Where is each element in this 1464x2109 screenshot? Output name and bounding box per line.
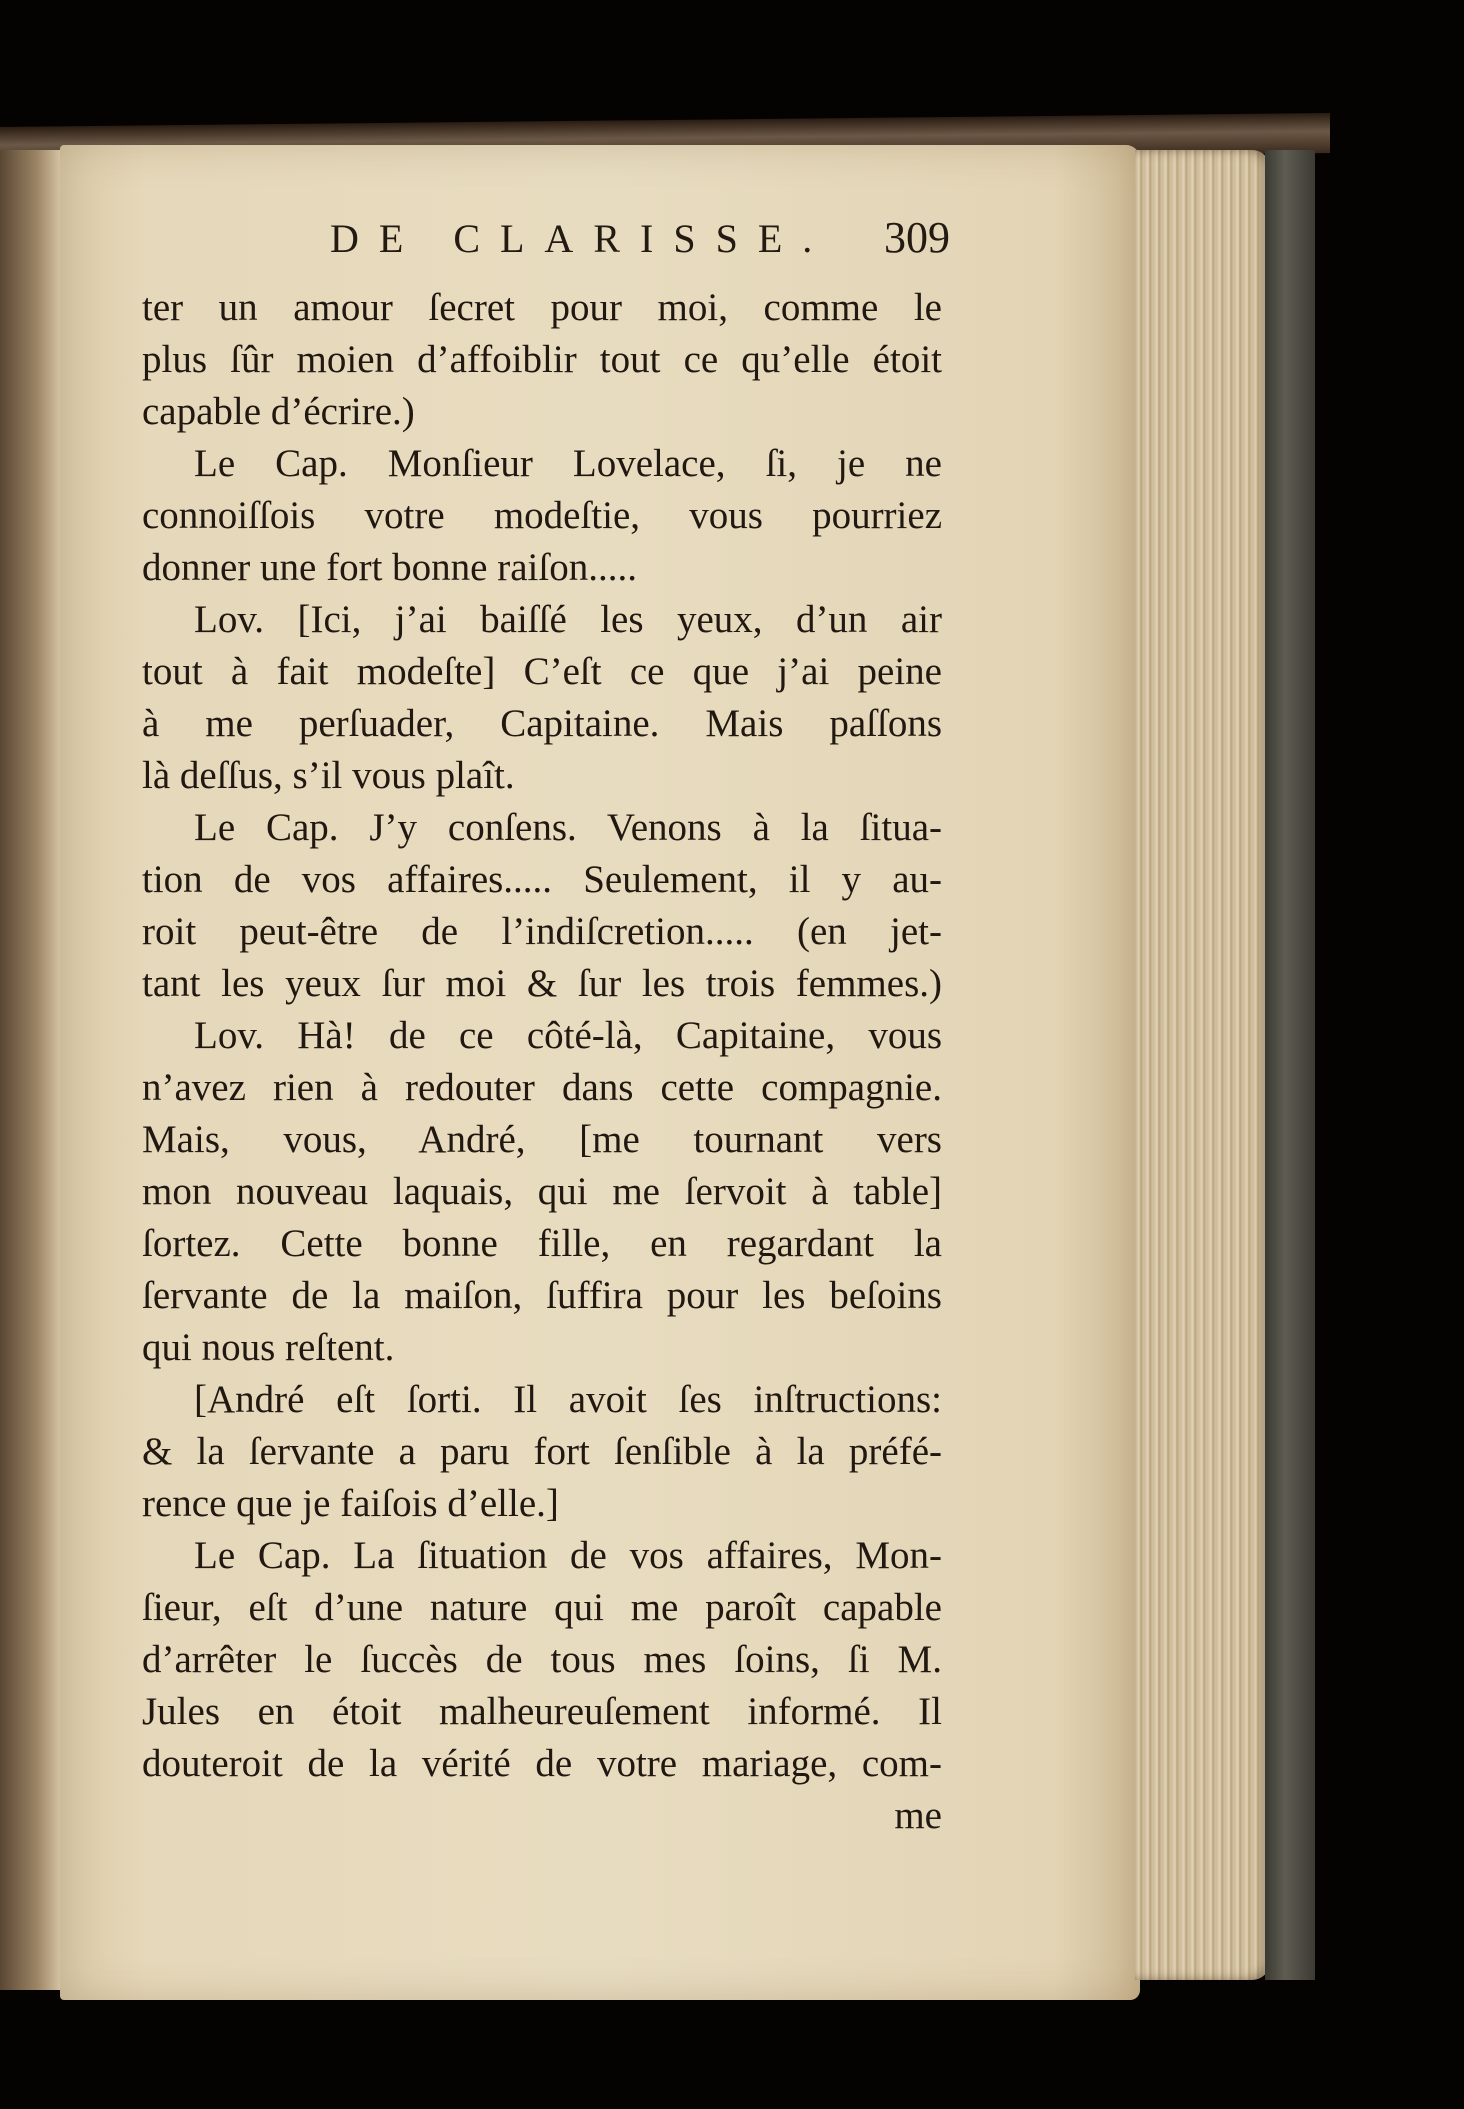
text-line: Jules en étoit malheureuſement informé. Il [142,1690,942,1733]
text-line: mon nouveau laquais, qui me ſervoit à table] [142,1170,942,1213]
catchword: me [894,1794,942,1837]
text-line: là deſſus, s’il vous plaît. [142,754,515,797]
text-line: douteroit de la vérité de votre mariage, com- [142,1742,942,1785]
book-gutter [0,150,62,1990]
text-line: n’avez rien à redouter dans cette compagnie. [142,1066,942,1109]
text-line: Lov. [Ici, j’ai baiſſé les yeux, d’un air [194,598,942,641]
text-line: Le Cap. La ſituation de vos affaires, Mon- [194,1534,942,1577]
text-line: tion de vos affaires..... Seulement, il y au- [142,858,942,901]
text-line: ter un amour ſecret pour moi, comme le [142,286,942,329]
text-line: ſieur, eſt d’une nature qui me paroît capable [142,1586,942,1629]
text-line: donner une fort bonne raiſon..... [142,546,637,589]
text-line: Le Cap. J’y conſens. Venons à la ſitua- [194,806,942,849]
text-line: ſervante de la maiſon, ſuffira pour les beſoins [142,1274,942,1317]
text-line: d’arrêter le ſuccès de tous mes ſoins, ſi M. [142,1638,942,1681]
text-line: Lov. Hà! de ce côté-là, Capitaine, vous [194,1014,942,1057]
text-line: plus ſûr moien d’affoiblir tout ce qu’elle étoit [142,338,942,381]
running-header [330,212,950,272]
text-line: ſortez. Cette bonne fille, en regardant la [142,1222,942,1265]
text-line: [André eſt ſorti. Il avoit ſes inſtructions: [194,1378,942,1421]
text-line: à me perſuader, Capitaine. Mais paſſons [142,702,942,745]
text-line: Le Cap. Monſieur Lovelace, ſi, je ne [194,442,942,485]
text-line: rence que je faiſois d’elle.] [142,1482,559,1525]
book-cover-board [1265,150,1315,1980]
page-edges [1135,150,1270,1980]
text-line: tout à fait modeſte] C’eſt ce que j’ai peine [142,650,942,693]
text-line: connoiſſois votre modeſtie, vous pourriez [142,494,942,537]
text-line: Mais, vous, André, [me tournant vers [142,1118,942,1161]
text-line: roit peut-être de l’indiſcretion..... (en jet- [142,910,942,953]
text-line: capable d’écrire.) [142,390,415,433]
page-number: 309 [884,213,950,262]
text-line: qui nous reſtent. [142,1326,395,1369]
body-text [142,282,942,1842]
text-line: tant les yeux ſur moi & ſur les trois femmes.) [142,962,942,1005]
running-title: DE CLARISSE. [330,216,833,261]
text-line: & la ſervante a paru fort ſenſible à la préfé- [142,1430,942,1473]
